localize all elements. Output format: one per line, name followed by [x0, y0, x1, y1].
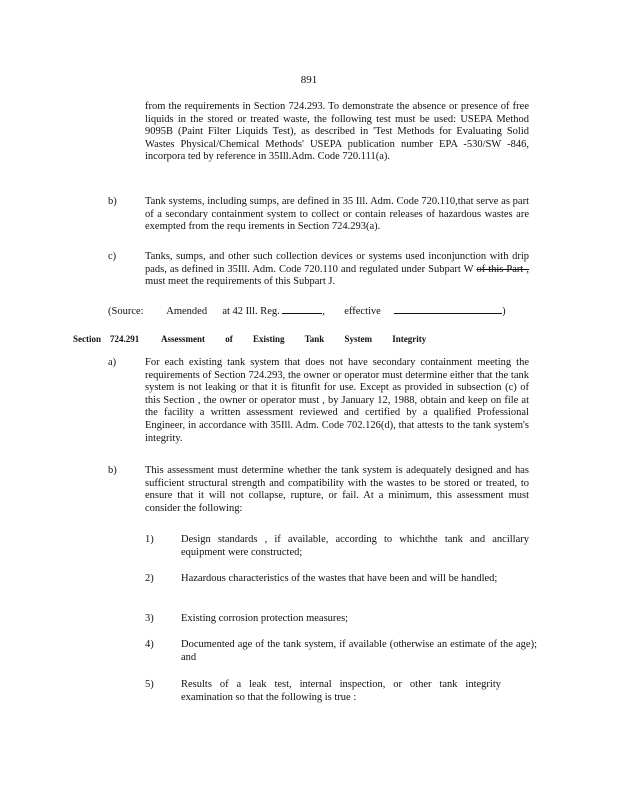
sub-item-text-3: Existing corrosion protection measures;	[181, 613, 349, 624]
source-note	[108, 306, 506, 319]
source-prefix: (Source:	[108, 306, 144, 317]
source-comma: ,	[322, 306, 326, 317]
sub-item-text-2: Hazardous characteristics of the wastes that have been and will be handled;	[181, 573, 498, 584]
section-item-label-a: a)	[108, 357, 117, 368]
section-number: 724.291	[110, 334, 140, 344]
item-label-c: c)	[108, 251, 117, 262]
section-label: Section	[73, 334, 101, 344]
page-number: 891	[300, 74, 318, 86]
reg-blank	[282, 313, 322, 314]
section-item-text-b: This assessment must determine whether the tank system is adequately designed and has sufficient structural strength and compatibility with the wastes to be stored or treated, to ensure that it will not collapse, rupture, or fail. At a minimum, this assessment must consider the following:	[145, 465, 529, 514]
source-suffix: )	[502, 306, 506, 317]
section-item-text-a: For each existing tank system that does not have secondary containment meeting the requirements of Section 724.293, the owner or operator must determine either that the tank system is not leaking or that it is fitunfit for use. Except as provided in subsection (c) of this Section , the owner or operator must , by January 12, 1988, obtain and keep on file at the facility a written assessment reviewed and certified by a qualified Professional Engineer, in accordance with 35Ill. Adm. Code 702.126(d), that attests to the tank system's integrity.	[145, 357, 529, 444]
sub-item-label-2: 2)	[145, 573, 154, 584]
item-text-c	[145, 251, 529, 289]
source-at-reg: at 42 Ill. Reg.	[222, 306, 280, 317]
struck-text: of this Part ,	[476, 263, 530, 275]
sub-item-label-4: 4)	[145, 639, 154, 650]
sub-item-text-1: Design standards , if available, according to whichthe tank and ancillary equipment were constructed;	[181, 534, 529, 558]
sub-item-text-5: Results of a leak test, internal inspection, or other tank integrity examination so that the following is true :	[181, 679, 501, 703]
item-label-b: b)	[108, 196, 117, 207]
section-item-label-b: b)	[108, 465, 117, 476]
item-text-c-before: Tanks, sumps, and other such collection devices or systems used inconjunction with drip pads, as defined in 35Ill. Adm. Code 720.110 and regulated under Subpart W	[145, 251, 529, 275]
source-effective: effective	[344, 306, 381, 317]
item-text-c-after: must meet the requirements of this Subpart J.	[145, 276, 336, 288]
sub-item-label-1: 1)	[145, 534, 154, 545]
continuation-paragraph: from the requirements in Section 724.293. To demonstrate the absence or presence of free liquids in the stored or treated waste, the following test must be used: USEPA Method 9095B (Paint Filter Liquids Test), as described in 'Test Methods for Evaluating Solid Wastes Physical/Chemical Methods' USEPA publication number EPA -530/SW -846, incorpora ted by reference in 35Ill.Adm. Code 720.111(a).	[145, 101, 529, 163]
source-amended: Amended	[166, 306, 208, 317]
section-title: Assessment of Existing Tank System Integrity	[161, 334, 427, 344]
sub-item-label-5: 5)	[145, 679, 154, 690]
item-text-b: Tank systems, including sumps, are defined in 35 Ill. Adm. Code 720.110,that serve as part of a secondary containment system to collect or contain releases of hazardous wastes are exempted from the requ irements in Section 724.293(a).	[145, 196, 529, 233]
effective-blank	[394, 313, 502, 314]
sub-item-text-4: Documented age of the tank system, if available (otherwise an estimate of the age); and	[181, 639, 537, 663]
sub-item-label-3: 3)	[145, 613, 154, 624]
